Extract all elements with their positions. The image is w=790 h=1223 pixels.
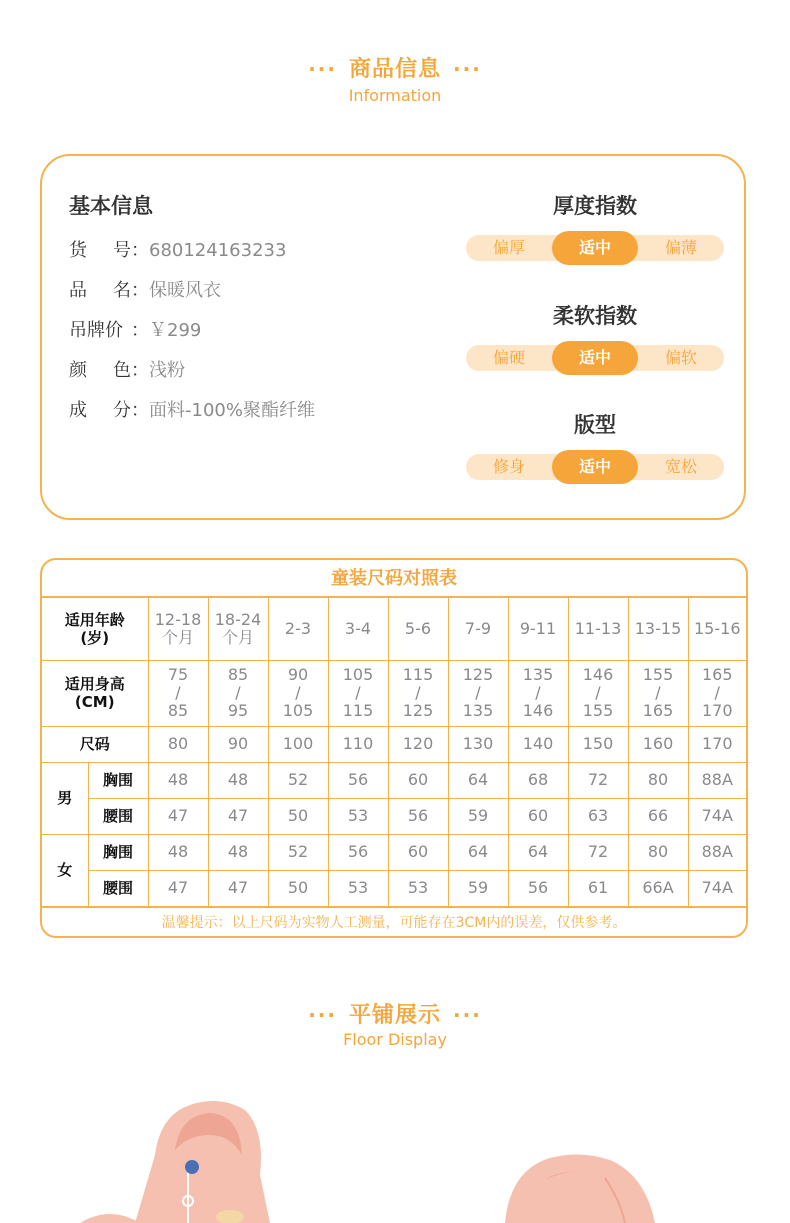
waist-label: 腰围: [88, 798, 148, 834]
height-cell: [328, 660, 388, 726]
cell-line: 125: [402, 701, 434, 720]
cell-line: /: [535, 683, 541, 702]
measure-cell: 53: [328, 798, 388, 834]
height-row: [42, 660, 746, 726]
cell-line: 85: [167, 701, 189, 720]
size-cell: 140: [508, 726, 568, 762]
age-row: [42, 598, 746, 660]
measure-cell: 61: [568, 870, 628, 906]
jacket-sleeve-left: [80, 1214, 140, 1223]
measure-cell: 60: [388, 834, 448, 870]
info-row-price: [69, 316, 201, 342]
dots-left: ···: [308, 1003, 337, 1027]
dots-left: ···: [308, 57, 337, 81]
height-cell: [448, 660, 508, 726]
jacket-back-hood: [505, 1154, 655, 1223]
cell-line: 165: [642, 701, 674, 720]
age-cell: 2-3: [268, 598, 328, 660]
cell-line: 155: [642, 665, 674, 684]
height-cell: [208, 660, 268, 726]
measure-cell: 48: [208, 762, 268, 798]
cell-line: /: [175, 683, 181, 702]
measure-cell: 80: [628, 834, 688, 870]
cell-line: 90: [287, 665, 309, 684]
measure-cell: 47: [148, 870, 208, 906]
measure-cell: 56: [508, 870, 568, 906]
age-cell: 11-13: [568, 598, 628, 660]
waist-label: 腰围: [88, 870, 148, 906]
cell-line: 105: [342, 665, 374, 684]
size-cell: 130: [448, 726, 508, 762]
colon: ：: [131, 400, 149, 421]
cell-line: 146: [522, 701, 554, 720]
info-row-color: [69, 356, 185, 382]
info-section-subtitle: Information: [348, 86, 442, 105]
age-cell: 9-11: [508, 598, 568, 660]
height-cell: [508, 660, 568, 726]
measure-cell: 56: [328, 762, 388, 798]
info-row-sku: [69, 236, 286, 262]
measure-cell: 48: [148, 834, 208, 870]
size-cell: 160: [628, 726, 688, 762]
info-row-name: [69, 276, 221, 302]
cell-line: 个月: [161, 627, 194, 647]
fit-scale: [466, 454, 724, 480]
chest-label: 胸围: [88, 834, 148, 870]
cell-line: 95: [227, 701, 249, 720]
age-cell: [208, 598, 268, 660]
cell-line: 18-24: [214, 609, 262, 629]
basic-info-heading: 基本信息: [69, 194, 153, 218]
jacket-front-image: [80, 1095, 330, 1223]
thickness-index-title: 厚度指数: [553, 194, 637, 218]
measure-cell: 88A: [688, 762, 746, 798]
scale-option: 偏软: [664, 348, 697, 367]
cell-line: 115: [342, 701, 374, 720]
cell-line: /: [355, 683, 361, 702]
measure-cell: 48: [208, 834, 268, 870]
measure-cell: 72: [568, 834, 628, 870]
measure-cell: 66: [628, 798, 688, 834]
size-cell: 90: [208, 726, 268, 762]
age-cell: 3-4: [328, 598, 388, 660]
measure-cell: 74A: [688, 870, 746, 906]
scale-option: 偏厚: [492, 238, 525, 257]
age-header-line: (岁): [80, 628, 110, 647]
size-note: 温馨提示：以上尺码为实物人工测量，可能存在3CM内的误差，仅供参考。: [42, 906, 746, 936]
measure-cell: 47: [208, 870, 268, 906]
measure-cell: 53: [388, 870, 448, 906]
female-chest-row: [42, 834, 746, 870]
size-cell: 150: [568, 726, 628, 762]
floor-section-subtitle: Floor Display: [343, 1030, 447, 1049]
label-char: 成: [69, 400, 87, 421]
chest-label: 胸围: [88, 762, 148, 798]
cell-line: 85: [227, 665, 249, 684]
cell-line: /: [595, 683, 601, 702]
measure-cell: 47: [208, 798, 268, 834]
colon: ：: [131, 360, 149, 381]
measure-cell: 48: [148, 762, 208, 798]
age-cell: 15-16: [688, 598, 746, 660]
floor-section-title: [0, 998, 790, 1029]
size-table: [42, 598, 746, 907]
age-header-line: 适用年龄: [64, 610, 125, 629]
colon: ：: [131, 240, 149, 261]
measure-cell: 74A: [688, 798, 746, 834]
label-char: 分: [113, 400, 131, 421]
measure-cell: 72: [568, 762, 628, 798]
measure-cell: 56: [388, 798, 448, 834]
size-chart-title: 童装尺码对照表: [42, 560, 746, 598]
softness-index-title: 柔软指数: [553, 304, 637, 328]
info-label: [69, 396, 131, 422]
colon: ：: [131, 320, 149, 341]
measure-cell: 59: [448, 798, 508, 834]
size-cell: 120: [388, 726, 448, 762]
info-value: 面料-100%聚酯纤维: [149, 400, 315, 421]
height-cell: [628, 660, 688, 726]
female-label: 女: [42, 834, 88, 906]
info-value: 浅粉: [149, 360, 185, 381]
cell-line: 125: [462, 665, 494, 684]
info-label: [69, 356, 131, 382]
height-header-line: 适用身高: [64, 675, 125, 693]
height-cell: [688, 660, 746, 726]
info-section-title: [0, 52, 790, 83]
cell-line: 135: [522, 665, 554, 684]
cell-line: 个月: [221, 627, 254, 647]
height-header: [42, 660, 148, 726]
info-value: ￥299: [149, 320, 202, 341]
cell-line: 155: [582, 701, 614, 720]
age-cell: [148, 598, 208, 660]
measure-cell: 50: [268, 798, 328, 834]
measure-cell: 64: [448, 834, 508, 870]
cell-line: /: [415, 683, 421, 702]
male-chest-row: [42, 762, 746, 798]
measure-cell: 52: [268, 762, 328, 798]
height-cell: [148, 660, 208, 726]
cell-line: /: [475, 683, 481, 702]
badge-icon: [185, 1160, 199, 1174]
age-cell: 7-9: [448, 598, 508, 660]
measure-cell: 53: [328, 870, 388, 906]
size-cell: 100: [268, 726, 328, 762]
size-cell: 80: [148, 726, 208, 762]
scale-option: 宽松: [664, 457, 697, 476]
height-cell: [388, 660, 448, 726]
scale-option: 偏硬: [492, 348, 525, 367]
measure-cell: 66A: [628, 870, 688, 906]
cell-line: /: [295, 683, 301, 702]
dots-right: ···: [453, 1003, 482, 1027]
dots-right: ···: [453, 57, 482, 81]
thickness-scale: [466, 235, 724, 261]
scale-option-selected: 适中: [552, 341, 638, 375]
measure-cell: 52: [268, 834, 328, 870]
measure-cell: 47: [148, 798, 208, 834]
size-cell: 110: [328, 726, 388, 762]
size-row: [42, 726, 746, 762]
info-label: [69, 236, 131, 262]
measure-cell: 59: [448, 870, 508, 906]
info-title-text: 商品信息: [348, 57, 441, 82]
age-cell: 5-6: [388, 598, 448, 660]
cell-line: /: [714, 683, 720, 702]
label-char: 货: [69, 240, 87, 261]
scale-option: 偏薄: [664, 238, 697, 257]
female-waist-row: [42, 870, 746, 906]
measure-cell: 50: [268, 870, 328, 906]
male-label: 男: [42, 762, 88, 834]
age-cell: 13-15: [628, 598, 688, 660]
measure-cell: 63: [568, 798, 628, 834]
label-char: 色: [113, 360, 131, 381]
cell-line: 75: [167, 665, 189, 684]
size-cell: 170: [688, 726, 746, 762]
measure-cell: 64: [448, 762, 508, 798]
cell-line: 115: [402, 665, 434, 684]
fit-index-title: 版型: [574, 413, 616, 437]
measure-cell: 56: [328, 834, 388, 870]
cell-line: 105: [282, 701, 314, 720]
height-header-line: (CM): [74, 693, 115, 711]
scale-option: 修身: [492, 457, 525, 476]
scale-option-selected: 适中: [552, 231, 638, 265]
info-row-material: [69, 396, 315, 422]
info-value: 保暖风衣: [149, 280, 221, 301]
floor-title-text: 平铺展示: [348, 1003, 441, 1028]
cell-line: /: [655, 683, 661, 702]
cell-line: 146: [582, 665, 614, 684]
height-cell: [568, 660, 628, 726]
cell-line: 165: [701, 665, 733, 684]
cell-line: 135: [462, 701, 494, 720]
colon: ：: [131, 280, 149, 301]
size-chart-card: [40, 558, 748, 938]
info-label: [69, 276, 131, 302]
measure-cell: 60: [388, 762, 448, 798]
measure-cell: 64: [508, 834, 568, 870]
info-label: 吊牌价: [69, 320, 123, 341]
measure-cell: 60: [508, 798, 568, 834]
scale-option-selected: 适中: [552, 450, 638, 484]
label-char: 号: [113, 240, 131, 261]
cell-line: 12-18: [154, 609, 202, 629]
label-char: 品: [69, 280, 87, 301]
size-header: 尺码: [42, 726, 148, 762]
softness-scale: [466, 345, 724, 371]
info-value: 680124163233: [149, 240, 287, 261]
product-info-card: [40, 154, 746, 520]
height-cell: [268, 660, 328, 726]
jacket-back-image: [455, 1150, 685, 1223]
cell-line: 170: [701, 701, 733, 720]
male-waist-row: [42, 798, 746, 834]
label-char: 名: [113, 280, 131, 301]
cell-line: /: [235, 683, 241, 702]
label-char: 颜: [69, 360, 87, 381]
measure-cell: 88A: [688, 834, 746, 870]
measure-cell: 80: [628, 762, 688, 798]
age-header: [42, 598, 148, 660]
measure-cell: 68: [508, 762, 568, 798]
